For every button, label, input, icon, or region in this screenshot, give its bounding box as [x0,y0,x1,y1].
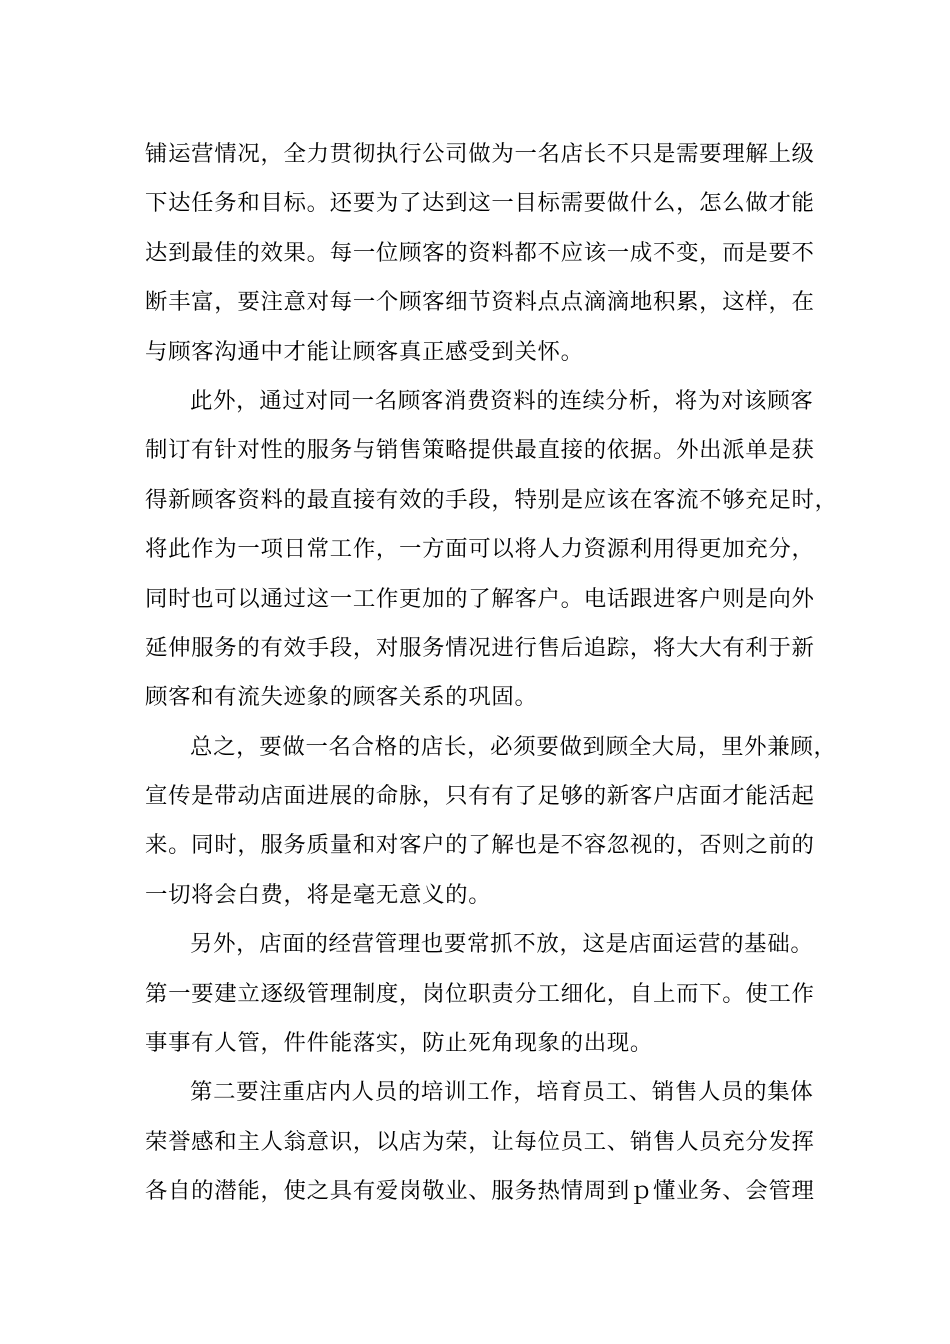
text-line: 将此作为一项日常工作，一方面可以将人力资源利用得更加充分， [145,536,815,563]
text-line: 来。同时，服务质量和对客户的了解也是不容忽视的，否则之前的 [145,832,815,859]
paragraph-first-line: 第二要注重店内人员的培训工作，培育员工、销售人员的集体 [190,1079,814,1106]
text-line: 宣传是带动店面进展的命脉，只有有了足够的新客户店面才能活起 [145,783,815,810]
text-line: 制订有针对性的服务与销售策略提供最直接的依据。外出派单是获 [145,437,815,464]
body-text [145,130,838,1217]
text-line: 延伸服务的有效手段，对服务情况进行售后追踪，将大大有利于新 [145,634,815,661]
text-line: 铺运营情况，全力贯彻执行公司做为一名店长不只是需要理解上级 [145,141,815,167]
text-line: 各自的潜能，使之具有爱岗敬业、服务热情周到ｐ懂业务、会管理 [145,1178,815,1205]
text-line: 一切将会白费，将是毫无意义的。 [145,881,492,908]
paragraph-first-line: 总之，要做一名合格的店长，必须要做到顾全大局，里外兼顾， [190,733,837,760]
text-line: 第一要建立逐级管理制度，岗位职责分工细化，自上而下。使工作 [145,980,815,1007]
paragraph-first-line: 另外，店面的经营管理也要常抓不放，这是店面运营的基础。 [190,931,814,958]
text-line: 达到最佳的效果。每一位顾客的资料都不应该一成不变，而是要不 [145,239,815,266]
text-line: 荣誉感和主人翁意识，以店为荣，让每位员工、销售人员充分发挥 [145,1128,815,1155]
text-line: 顾客和有流失迹象的顾客关系的巩固。 [145,684,538,711]
text-line: 与顾客沟通中才能让顾客真正感受到关怀。 [145,338,584,365]
text-line: 同时也可以通过这一工作更加的了解客户。电话跟进客户则是向外 [145,585,815,612]
text-line: 事事有人管，件件能落实，防止死角现象的出现。 [145,1030,653,1057]
text-line: 下达任务和目标。还要为了达到这一目标需要做什么，怎么做才能 [145,190,815,217]
paragraph-first-line: 此外，通过对同一名顾客消费资料的连续分析，将为对该顾客 [190,387,814,414]
text-line: 得新顾客资料的最直接有效的手段，特别是应该在客流不够充足时， [145,486,838,513]
text-line: 断丰富，要注意对每一个顾客细节资料点点滴滴地积累，这样，在 [145,289,815,316]
